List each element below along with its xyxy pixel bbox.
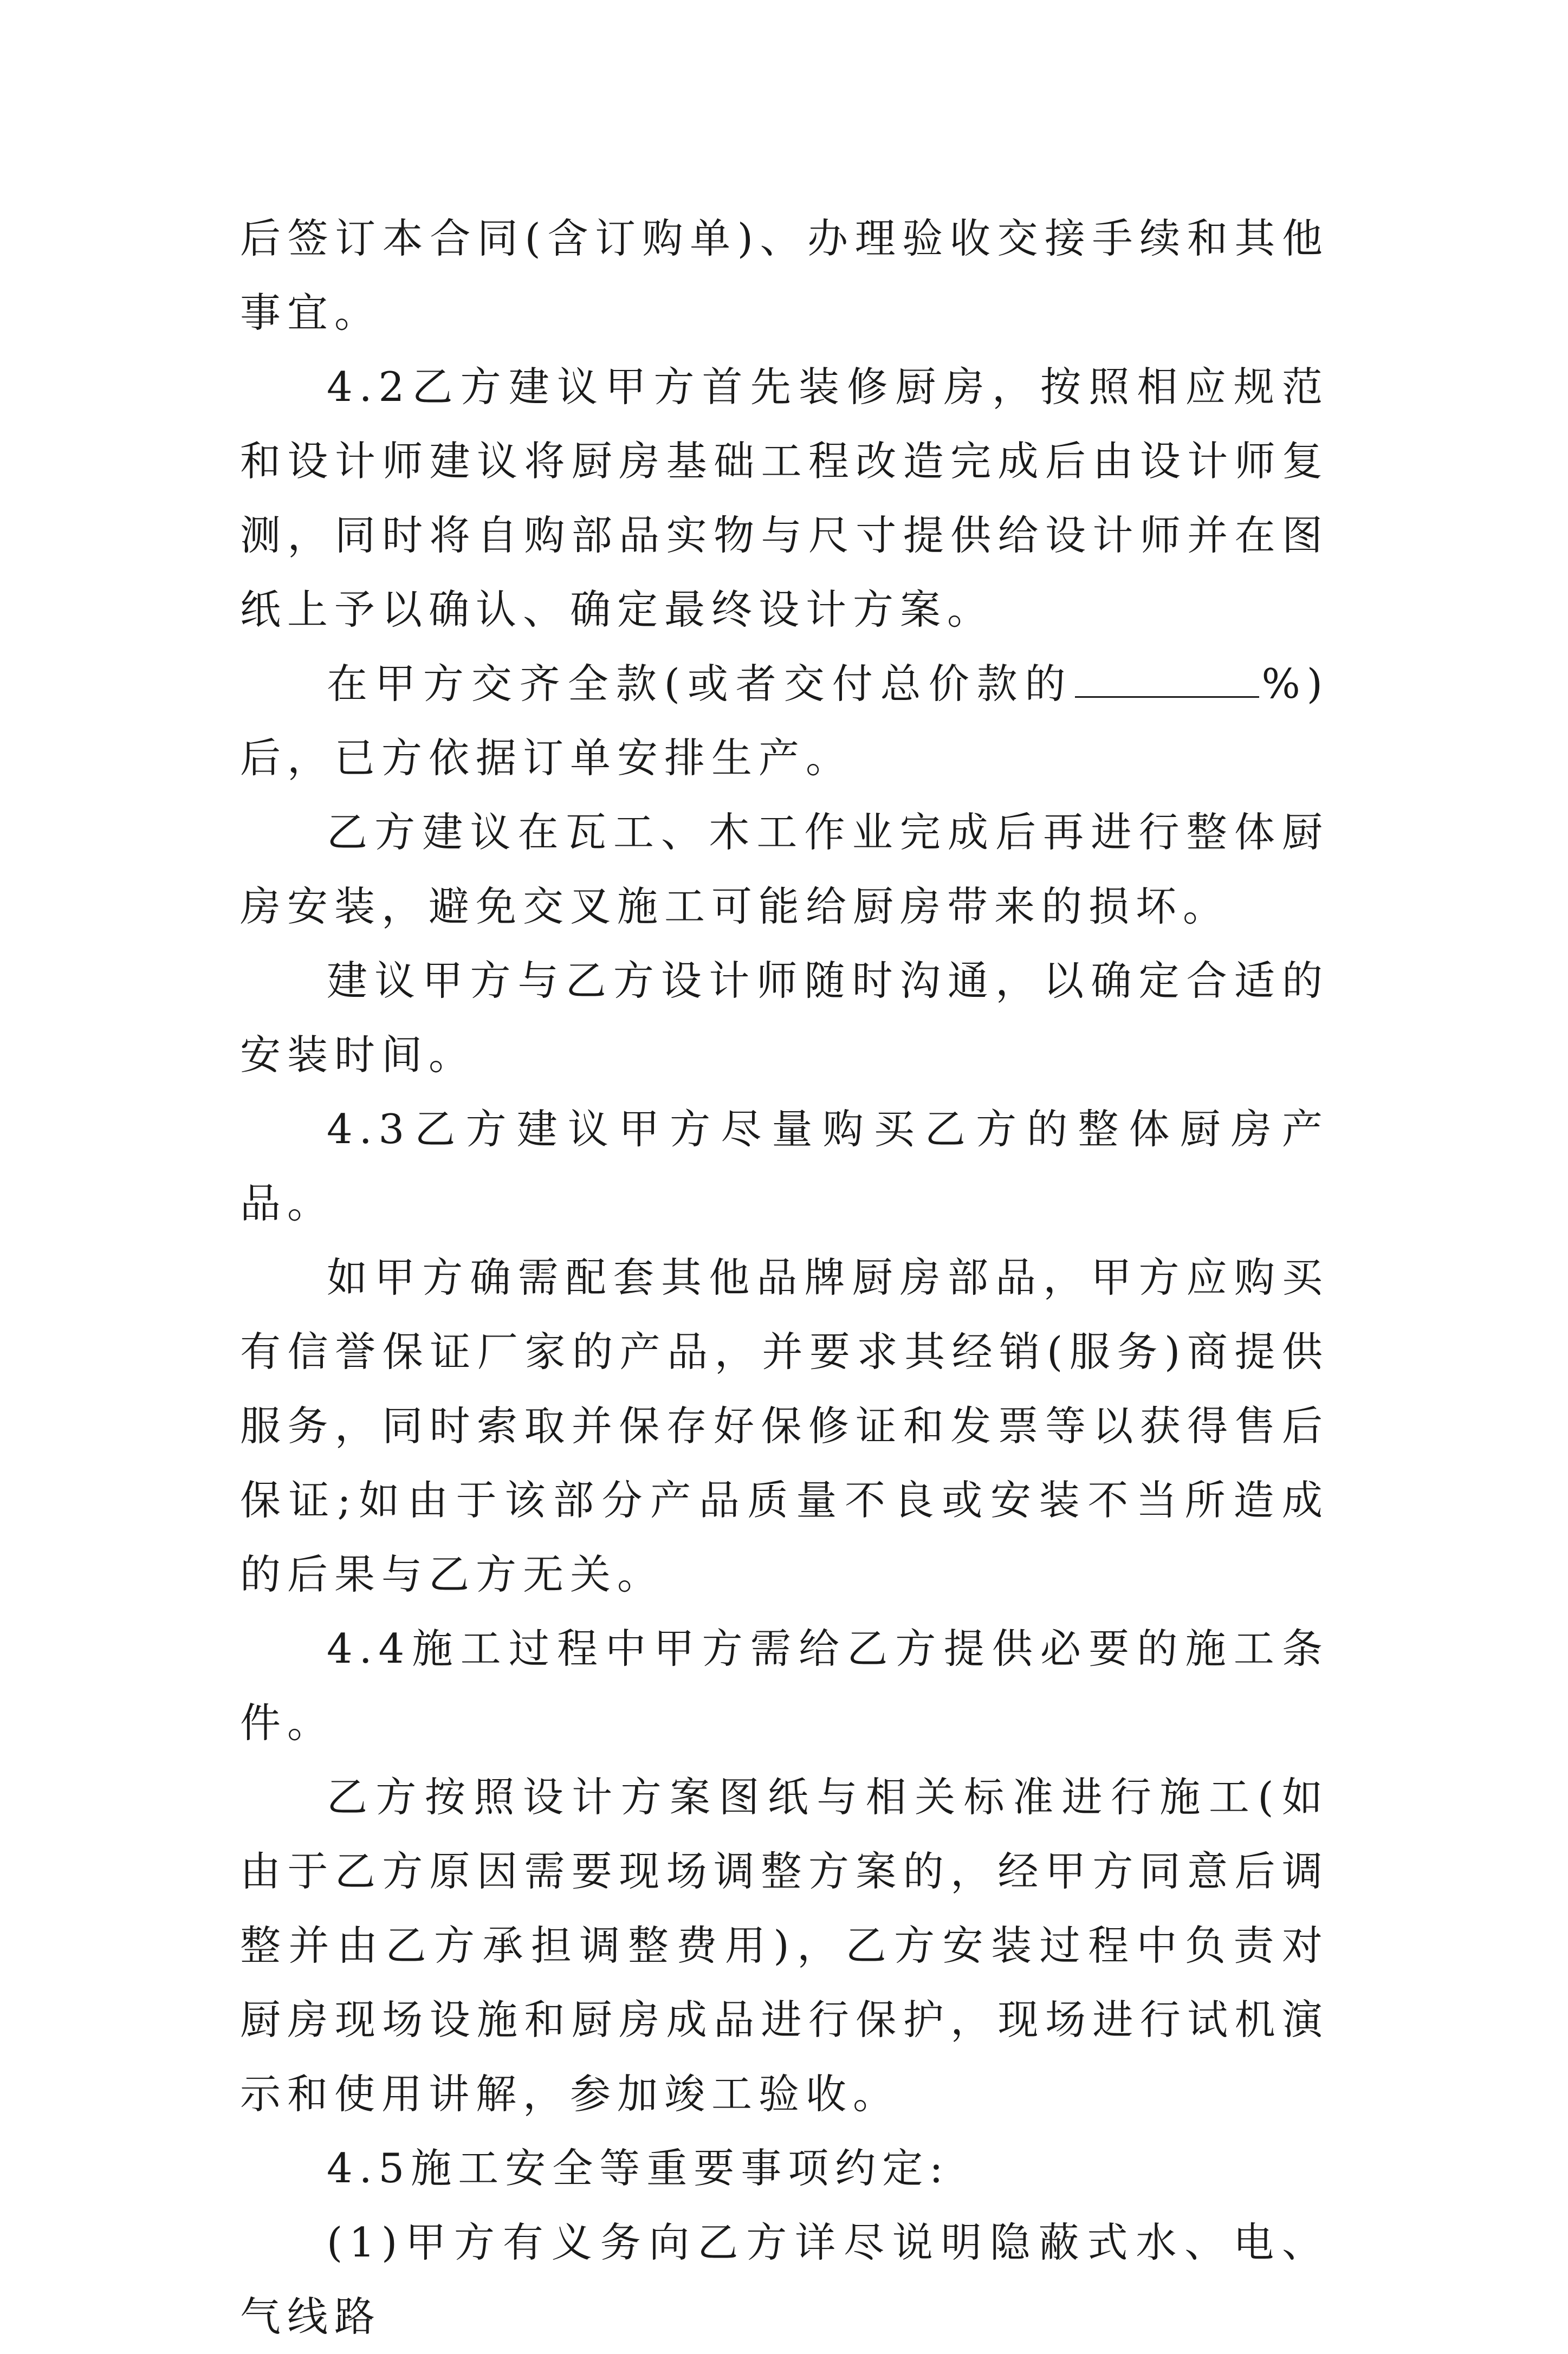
paragraph-other-brands [240,1241,1329,1612]
paragraph-payment [240,647,1329,795]
paragraph-4-2 [240,350,1329,647]
paragraph-intro-continuation [240,202,1329,350]
paragraph-communication [240,944,1329,1092]
document-body [240,202,1329,2354]
paragraph-4-3 [240,1092,1329,1241]
paragraph-text: 4.2乙方建议甲方首先装修厨房，按照相应规范和设计师建议将厨房基础工程改造完成后由设计师复测，同时将自购部品实物与尺寸提供给设计师并在图纸上予以确认、确定最终设计方案。 [240,363,1329,633]
paragraph-4-4 [240,1612,1329,1760]
paragraph-text: 4.4施工过程中甲方需给乙方提供必要的施工条件。 [240,1625,1329,1747]
paragraph-text: 乙方建议在瓦工、木工作业完成后再进行整体厨房安装，避免交叉施工可能给厨房带来的损坏。 [240,808,1329,930]
paragraph-text: 乙方按照设计方案图纸与相关标准进行施工(如由于乙方原因需要现场调整方案的，经甲方同意后调整并由乙方承担调整费用)，乙方安装过程中负责对厨房现场设施和厨房成品进行保护，现场进行试机演示和使用讲解，参加竣工验收。 [240,1773,1329,2118]
paragraph-item-1 [240,2206,1329,2354]
paragraph-text: 4.5施工安全等重要事项约定: [327,2144,950,2192]
paragraph-text: 如甲方确需配套其他品牌厨房部品，甲方应购买有信誉保证厂家的产品，并要求其经销(服务)商提供服务，同时索取并保存好保修证和发票等以获得售后保证;如由于该部分产品质量不良或安装不当所造成的后果与乙方无关。 [240,1254,1329,1598]
fill-in-blank-percent[interactable] [1075,664,1259,698]
paragraph-text: 后签订本合同(含订购单)、办理验收交接手续和其他事宜。 [240,215,1329,336]
paragraph-installation-order [240,795,1329,944]
paragraph-construction [240,1760,1329,2131]
paragraph-text: 建议甲方与乙方设计师随时沟通，以确定合适的安装时间。 [240,957,1329,1079]
paragraph-text: 在甲方交齐全款(或者交付总价款的 [327,660,1073,708]
paragraph-text: (1)甲方有义务向乙方详尽说明隐蔽式水、电、气线路 [240,2219,1329,2340]
paragraph-text: 4.3乙方建议甲方尽量购买乙方的整体厨房产品。 [240,1105,1329,1227]
paragraph-text: %)后，已方依据订单安排生产。 [240,660,1329,782]
paragraph-4-5 [240,2131,1329,2206]
